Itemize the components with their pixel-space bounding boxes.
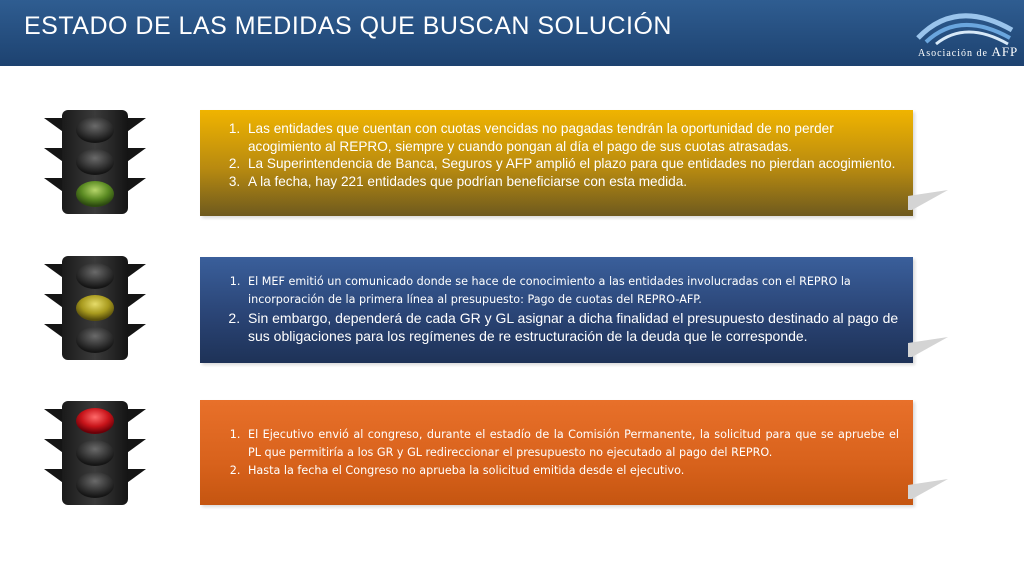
box-shadow-tail: [908, 337, 948, 357]
list-item: 2. Hasta la fecha el Congreso no aprueba la solicitud emitida desde el ejecutivo.: [244, 462, 899, 480]
header-bar: [0, 0, 1024, 66]
measure-list: [200, 426, 899, 480]
list-item: 2. Sin embargo, dependerá de cada GR y GL asignar a dicha finalidad el presupuesto destinado al pago de sus obligaciones para los regímenes de re estructuración de la deuda que le corresponde.: [244, 309, 901, 345]
measure-box-red: [200, 400, 913, 505]
logo-text: [918, 44, 1018, 60]
afp-logo: [904, 4, 1019, 62]
traffic-light-red-icon: [40, 399, 150, 509]
list-item: 1. El Ejecutivo envió al congreso, durante el estadío de la Comisión Permanente, la solicitud para que se apruebe el PL que permitiría a los GR y GL redireccionar el presupuesto no ejecutado al pago del REPRO.: [244, 426, 899, 462]
measure-list: [200, 120, 901, 190]
measure-list: [200, 273, 901, 345]
traffic-light-green: [40, 108, 150, 218]
measure-box-yellow: [200, 257, 913, 363]
list-item: 2. La Superintendencia de Banca, Seguros y AFP amplió el plazo para que entidades no pierdan acogimiento.: [244, 155, 901, 173]
list-item: 3. A la fecha, hay 221 entidades que podrían beneficiarse con esta medida.: [244, 173, 901, 191]
traffic-light-green-icon: [40, 108, 150, 218]
box-shadow-tail: [908, 479, 948, 499]
logo-prefix: Asociación de: [918, 48, 988, 59]
page-title: ESTADO DE LAS MEDIDAS QUE BUSCAN SOLUCIÓN: [24, 12, 672, 40]
box-shadow-tail: [908, 190, 948, 210]
traffic-light-red: [40, 399, 150, 509]
list-item: 1. El MEF emitió un comunicado donde se hace de conocimiento a las entidades involucradas con el REPRO la incorporación de la primera línea al presupuesto: Pago de cuotas del REPRO-AFP.: [244, 273, 901, 309]
traffic-light-yellow-icon: [40, 254, 150, 364]
logo-arc-icon: [904, 4, 1019, 46]
list-item: 1. Las entidades que cuentan con cuotas vencidas no pagadas tendrán la oportunidad de no perder acogimiento al REPRO, siempre y cuando pongan al día el pago de sus cuotas atrasadas.: [244, 120, 901, 155]
measure-box-green: [200, 110, 913, 216]
traffic-light-yellow: [40, 254, 150, 364]
logo-brand: AFP: [991, 44, 1019, 59]
